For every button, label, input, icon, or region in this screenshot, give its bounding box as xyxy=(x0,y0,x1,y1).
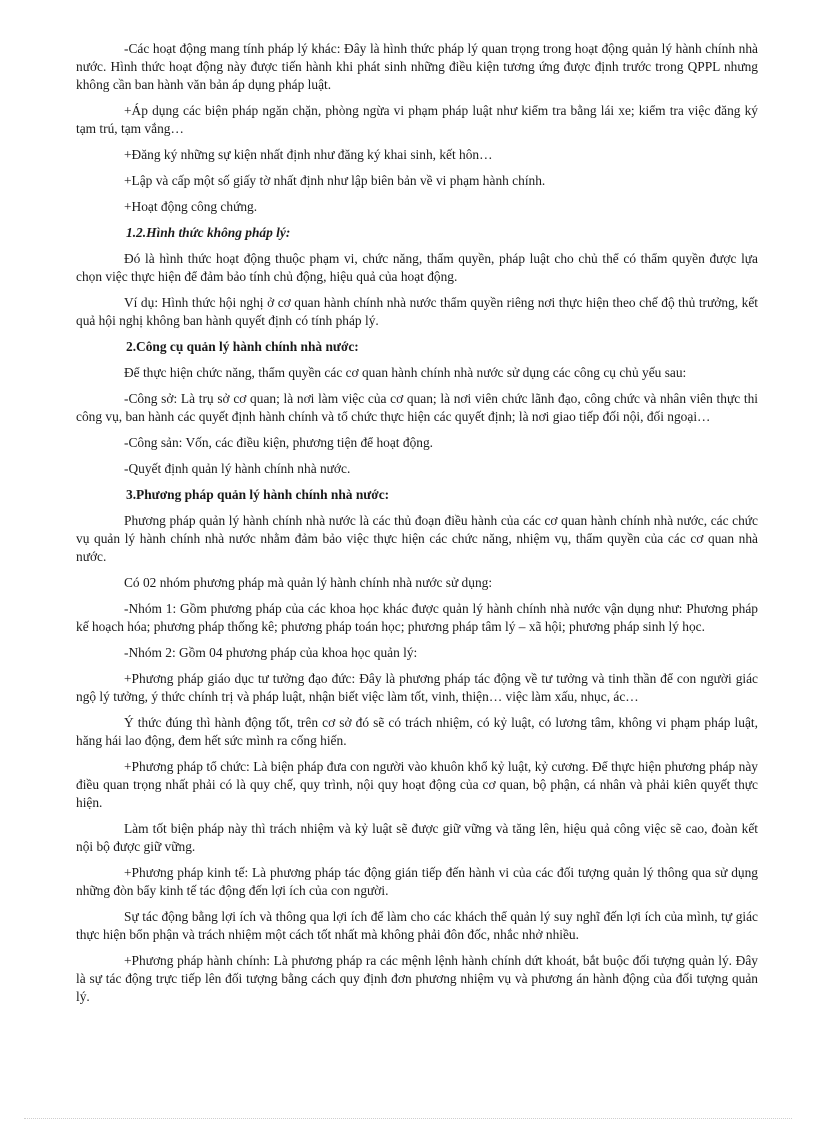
paragraph: -Công sản: Vốn, các điều kiện, phương tiện để hoạt động. xyxy=(124,435,433,450)
paragraph: Có 02 nhóm phương pháp mà quản lý hành chính nhà nước sử dụng: xyxy=(124,575,493,590)
paragraph: Ý thức đúng thì hành động tốt, trên cơ sở đó sẽ có trách nhiệm, có kỷ luật, có lương tâm, không vi phạm pháp luật, hăng hái lao động, đem hết sức mình ra cống hiến. xyxy=(76,715,758,748)
paragraph: +Lập và cấp một số giấy tờ nhất định như lập biên bản về vi phạm hành chính. xyxy=(124,173,546,188)
paragraph: -Nhóm 2: Gồm 04 phương pháp của khoa học quản lý: xyxy=(124,645,418,660)
paragraph: +Áp dụng các biện pháp ngăn chặn, phòng ngừa vi phạm pháp luật như kiểm tra bằng lái xe; kiểm tra việc đăng ký tạm trú, tạm vắng… xyxy=(76,103,758,136)
page-bottom-rule xyxy=(24,1118,792,1119)
section-heading: 2.Công cụ quản lý hành chính nhà nước: xyxy=(126,339,359,354)
paragraph: Sự tác động bằng lợi ích và thông qua lợi ích để làm cho các khách thể quản lý suy nghĩ đến lợi ích của mình, tự giác thực hiện bổn phận và trách nhiệm một cách tốt nhất mà không phải đôn đốc, nhắc nhở nhiều. xyxy=(76,909,758,942)
paragraph: +Hoạt động công chứng. xyxy=(124,199,258,214)
paragraph: +Phương pháp kinh tế: Là phương pháp tác động gián tiếp đến hành vi của các đối tượng quản lý thông qua sử dụng những đòn bẩy kinh tế tác động đến lợi ích của con người. xyxy=(76,865,758,898)
section-heading: 1.2.Hình thức không pháp lý: xyxy=(126,225,291,240)
section-heading: 3.Phương pháp quản lý hành chính nhà nước: xyxy=(126,487,390,502)
paragraph: Để thực hiện chức năng, thẩm quyền các cơ quan hành chính nhà nước sử dụng các công cụ chủ yếu sau: xyxy=(124,365,687,380)
paragraph: +Phương pháp hành chính: Là phương pháp ra các mệnh lệnh hành chính dứt khoát, bắt buộc đối tượng quản lý. Đây là sự tác động trực tiếp lên đối tượng bằng cách quy định đơn phương nhiệm vụ và phương án hành động của đối tượng quản lý. xyxy=(76,953,758,1004)
paragraph: Làm tốt biện pháp này thì trách nhiệm và kỷ luật sẽ được giữ vững và tăng lên, hiệu quả công việc sẽ cao, đoàn kết nội bộ được giữ vững. xyxy=(76,821,758,854)
paragraph: -Các hoạt động mang tính pháp lý khác: Đây là hình thức pháp lý quan trọng trong hoạt động quản lý hành chính nhà nước. Hình thức hoạt động này được tiến hành khi phát sinh những điều kiện tương ứng được định trước trong QPPL nhưng không cần ban hành văn bản áp dụng pháp luật. xyxy=(76,41,758,92)
paragraph: +Đăng ký những sự kiện nhất định như đăng ký khai sinh, kết hôn… xyxy=(124,147,493,162)
document-body xyxy=(76,40,758,1014)
paragraph: -Công sở: Là trụ sở cơ quan; là nơi làm việc của cơ quan; là nơi viên chức lãnh đạo, công chức và nhân viên thực thi công vụ, ban hành các quyết định hành chính và tổ chức thực hiện các quyết định; là nơi giao tiếp đối nội, đối ngoại… xyxy=(76,391,758,424)
paragraph: -Nhóm 1: Gồm phương pháp của các khoa học khác được quản lý hành chính nhà nước vận dụng như: Phương pháp kế hoạch hóa; phương pháp thống kê; phương pháp toán học; phương pháp tâm lý – xã hội; phương pháp sinh lý học. xyxy=(76,601,758,634)
paragraph: Ví dụ: Hình thức hội nghị ở cơ quan hành chính nhà nước thẩm quyền riêng nơi thực hiện theo chế độ thủ trưởng, kết quả hội nghị không ban hành quyết định có tính pháp lý. xyxy=(76,295,758,328)
paragraph: -Quyết định quản lý hành chính nhà nước. xyxy=(124,461,351,476)
paragraph: +Phương pháp giáo dục tư tưởng đạo đức: Đây là phương pháp tác động về tư tưởng và tinh thần để con người giác ngộ lý tưởng, ý thức chính trị và pháp luật, nhận biết việc làm tốt, vinh, thiện… việc làm xấu, nhục, ác… xyxy=(76,671,758,704)
paragraph: Phương pháp quản lý hành chính nhà nước là các thủ đoạn điều hành của các cơ quan hành chính nhà nước, các chức vụ quản lý hành chính nhà nước nhằm đảm bảo việc thực hiện các chức năng, nhiệm vụ, thẩm quyền của các cơ quan nhà nước. xyxy=(76,513,758,564)
paragraph: Đó là hình thức hoạt động thuộc phạm vi, chức năng, thẩm quyền, pháp luật cho chủ thể có thẩm quyền được lựa chọn việc thực hiện để đảm bảo tính chủ động, hiệu quả của hoạt động. xyxy=(76,251,758,284)
paragraph: +Phương pháp tổ chức: Là biện pháp đưa con người vào khuôn khổ kỷ luật, kỷ cương. Để thực hiện phương pháp này điều quan trọng nhất phải có là quy chế, quy trình, nội quy hoạt động của cơ quan, bộ phận, cá nhân và phải kiên quyết thực hiện. xyxy=(76,759,758,810)
